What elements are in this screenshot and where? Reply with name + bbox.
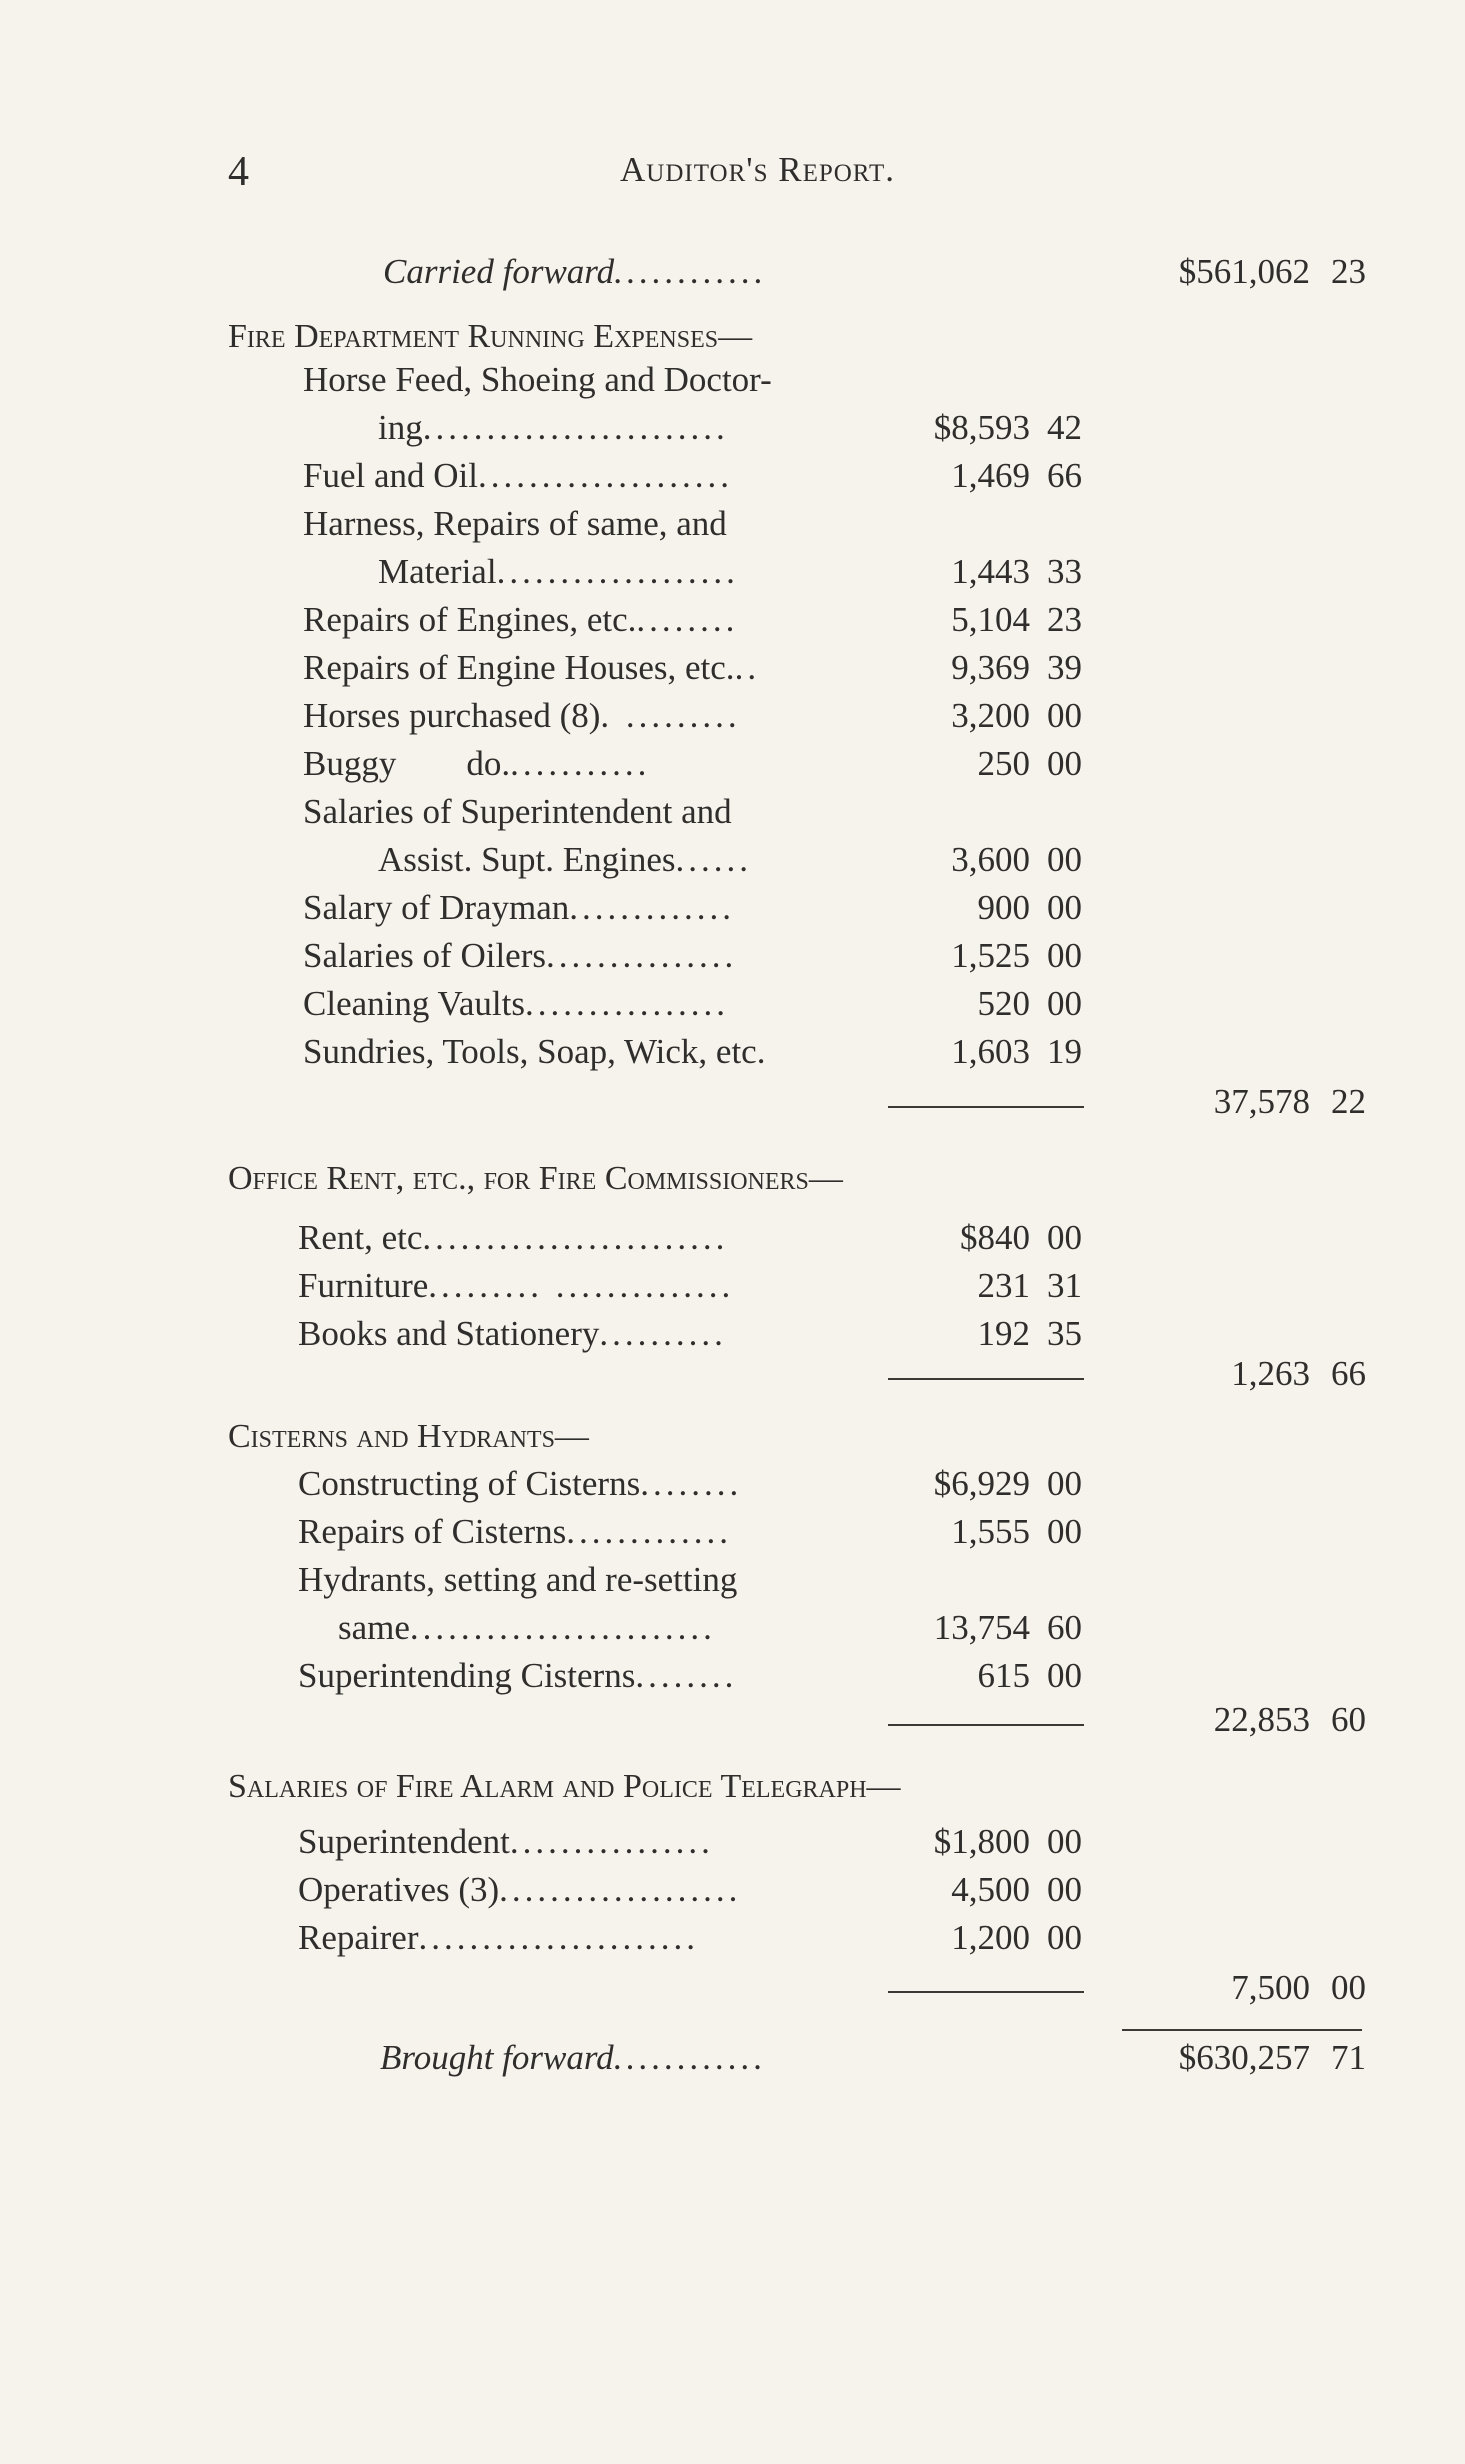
amount-dollars: $561,062	[1178, 252, 1310, 291]
leader-dots: ........................	[422, 1218, 729, 1257]
leader-dots: ......	[675, 840, 753, 879]
amount-dollars: 1,443	[951, 552, 1030, 591]
brought-forward-label	[380, 2038, 767, 2078]
leader-dots: ...............	[545, 936, 738, 975]
line-item	[303, 456, 733, 496]
subtotal-rule	[888, 1378, 1084, 1380]
line-item-amount	[880, 1918, 1082, 1958]
amount-dollars: 3,600	[951, 840, 1030, 879]
line-item-label: Hydrants, setting and re-setting	[298, 1560, 738, 1599]
leader-dots: ........	[636, 600, 739, 639]
leader-dots: ........	[640, 1464, 743, 1503]
line-item	[298, 1512, 732, 1552]
amount-cents: 35	[1047, 1314, 1082, 1353]
amount-cents: 23	[1331, 252, 1366, 291]
line-item-amount	[880, 888, 1082, 928]
line-item-label: Material	[378, 552, 497, 591]
amount-cents: 00	[1047, 1918, 1082, 1957]
line-item	[298, 1218, 728, 1258]
line-item-amount	[880, 600, 1082, 640]
amount-cents: 00	[1047, 1464, 1082, 1503]
line-item-label: Horses purchased (8)	[303, 696, 601, 735]
line-item	[303, 696, 741, 736]
line-item-label: same	[338, 1608, 410, 1647]
amount-dollars: 1,469	[951, 456, 1030, 495]
amount-cents: 71	[1331, 2038, 1366, 2077]
line-item-label: Salaries of Superintendent and	[303, 792, 732, 831]
line-item-label: Repairs of Cisterns	[298, 1512, 567, 1551]
cisterns-total	[1140, 1700, 1366, 1740]
amount-dollars: 1,555	[951, 1512, 1030, 1551]
line-item-label: Salary of Drayman	[303, 888, 570, 927]
total-dollars: 22,853	[1213, 1700, 1310, 1739]
leader-dots: . .........	[600, 696, 741, 735]
leader-dots: ...................	[496, 552, 739, 591]
carried-forward-label	[383, 252, 767, 292]
line-item-label: Superintending Cisterns	[298, 1656, 636, 1695]
line-item	[298, 1918, 699, 1958]
amount-dollars: 231	[977, 1266, 1030, 1305]
amount-dollars: 900	[977, 888, 1030, 927]
leader-dots: ....................	[477, 456, 733, 495]
total-cents: 22	[1331, 1082, 1366, 1121]
line-item	[303, 792, 732, 832]
office-heading: Office Rent, etc., for Fire Commissioners—	[228, 1160, 843, 1197]
amount-cents: 66	[1047, 456, 1082, 495]
line-item	[303, 504, 727, 544]
grand-total-rule	[1122, 2029, 1362, 2031]
line-item	[338, 1608, 716, 1648]
line-item-label: Repairs of Engines, etc.	[303, 600, 637, 639]
leader-dots: ........................	[409, 1608, 716, 1647]
line-item-label: Rent, etc	[298, 1218, 423, 1257]
line-item-label: Salaries of Oilers	[303, 936, 546, 975]
line-item-amount	[880, 1266, 1082, 1306]
line-item	[303, 1032, 765, 1072]
leader-dots: ...........	[510, 744, 651, 783]
amount-cents: 23	[1047, 600, 1082, 639]
line-item	[303, 600, 738, 640]
leader-dots: ........	[635, 1656, 738, 1695]
amount-dollars: $8,593	[933, 408, 1030, 447]
line-item	[298, 1656, 737, 1696]
amount-dollars: 1,603	[951, 1032, 1030, 1071]
line-item-label: Constructing of Cisterns	[298, 1464, 641, 1503]
amount-dollars: 1,200	[951, 1918, 1030, 1957]
line-item	[378, 408, 729, 448]
line-item-amount	[880, 840, 1082, 880]
line-item	[303, 888, 735, 928]
amount-cents: 00	[1047, 1218, 1082, 1257]
brought-forward-amount	[1140, 2038, 1366, 2078]
telegraph-heading: Salaries of Fire Alarm and Police Telegraph—	[228, 1768, 901, 1805]
line-item-label: Horse Feed, Shoeing and Doctor-	[303, 360, 772, 399]
carried-forward-text: Carried forward	[383, 252, 615, 291]
amount-cents: 60	[1047, 1608, 1082, 1647]
amount-cents: 00	[1047, 840, 1082, 879]
line-item-label: Repairs of Engine Houses, etc.	[303, 648, 735, 687]
line-item-amount	[880, 1032, 1082, 1072]
total-cents: 66	[1331, 1354, 1366, 1393]
amount-cents: 00	[1047, 1822, 1082, 1861]
line-item	[298, 1464, 742, 1504]
line-item-amount	[880, 1822, 1082, 1862]
line-item-amount	[880, 648, 1082, 688]
line-item	[378, 552, 739, 592]
amount-dollars: 13,754	[933, 1608, 1030, 1647]
line-item-amount	[880, 1656, 1082, 1696]
carried-forward-amount	[1140, 252, 1366, 292]
line-item-label: Buggy do.	[303, 744, 511, 783]
amount-cents: 42	[1047, 408, 1082, 447]
leader-dots: ..........	[599, 1314, 727, 1353]
line-item	[303, 648, 760, 688]
leader-dots: ................	[509, 1822, 714, 1861]
line-item	[303, 984, 729, 1024]
leader-dots: ............	[614, 252, 768, 291]
leader-dots: ......................	[418, 1918, 699, 1957]
amount-dollars: $840	[960, 1218, 1030, 1257]
subtotal-rule	[888, 1991, 1084, 1993]
page-title: Auditor's Report.	[620, 150, 895, 189]
line-item-label: Books and Stationery	[298, 1314, 600, 1353]
line-item-amount	[880, 552, 1082, 592]
line-item-label: Repairer	[298, 1918, 419, 1957]
amount-dollars: 1,525	[951, 936, 1030, 975]
brought-forward-text: Brought forward	[380, 2038, 614, 2077]
line-item-amount	[880, 1608, 1082, 1648]
amount-cents: 00	[1047, 1870, 1082, 1909]
line-item-amount	[880, 408, 1082, 448]
line-item-amount	[880, 1464, 1082, 1504]
amount-dollars: $6,929	[933, 1464, 1030, 1503]
amount-dollars: 3,200	[951, 696, 1030, 735]
line-item	[298, 1266, 734, 1306]
page-number: 4	[228, 149, 249, 195]
amount-cents: 31	[1047, 1266, 1082, 1305]
line-item-label: ing	[378, 408, 423, 447]
line-item-amount	[880, 1314, 1082, 1354]
line-item	[298, 1314, 727, 1354]
line-item-amount	[880, 456, 1082, 496]
amount-dollars: 615	[977, 1656, 1030, 1695]
amount-cents: 00	[1047, 696, 1082, 735]
amount-cents: 33	[1047, 552, 1082, 591]
amount-dollars: 250	[977, 744, 1030, 783]
office-total	[1140, 1354, 1366, 1394]
amount-dollars: 9,369	[951, 648, 1030, 687]
line-item-label: Sundries, Tools, Soap, Wick, etc.	[303, 1032, 766, 1071]
leader-dots: ...................	[499, 1870, 742, 1909]
line-item-amount	[880, 696, 1082, 736]
total-dollars: 1,263	[1231, 1354, 1310, 1393]
leader-dots: ................	[524, 984, 729, 1023]
total-dollars: 37,578	[1213, 1082, 1310, 1121]
cisterns-heading: Cisterns and Hydrants—	[228, 1418, 589, 1455]
total-cents: 60	[1331, 1700, 1366, 1739]
line-item	[378, 840, 752, 880]
amount-cents: 00	[1047, 744, 1082, 783]
fire-dept-total	[1140, 1082, 1366, 1122]
amount-cents: 39	[1047, 648, 1082, 687]
line-item	[303, 936, 737, 976]
line-item-label: Assist. Supt. Engines	[378, 840, 676, 879]
amount-cents: 19	[1047, 1032, 1082, 1071]
leader-dots: .............	[569, 888, 736, 927]
leader-dots: ............	[613, 2038, 767, 2077]
line-item	[298, 1870, 741, 1910]
line-item-label: Furniture	[298, 1266, 429, 1305]
amount-dollars: $1,800	[933, 1822, 1030, 1861]
line-item-amount	[880, 984, 1082, 1024]
line-item	[298, 1560, 737, 1600]
line-item	[303, 744, 650, 784]
subtotal-rule	[888, 1106, 1084, 1108]
total-dollars: 7,500	[1231, 1968, 1310, 2007]
subtotal-rule	[888, 1724, 1084, 1726]
amount-cents: 00	[1047, 936, 1082, 975]
line-item-amount	[880, 936, 1082, 976]
amount-dollars: 4,500	[951, 1870, 1030, 1909]
line-item-amount	[880, 744, 1082, 784]
line-item-amount	[880, 1870, 1082, 1910]
telegraph-total	[1140, 1968, 1366, 2008]
amount-cents: 00	[1047, 984, 1082, 1023]
line-item-label: Fuel and Oil	[303, 456, 478, 495]
total-cents: 00	[1331, 1968, 1366, 2007]
amount-cents: 00	[1047, 1656, 1082, 1695]
leader-dots: .............	[566, 1512, 733, 1551]
amount-cents: 00	[1047, 888, 1082, 927]
leader-dots: ..	[734, 648, 761, 687]
fire-dept-heading: Fire Department Running Expenses—	[228, 318, 753, 355]
amount-dollars: $630,257	[1178, 2038, 1310, 2077]
line-item-label: Cleaning Vaults	[303, 984, 525, 1023]
leader-dots: ........................	[422, 408, 729, 447]
amount-dollars: 5,104	[951, 600, 1030, 639]
line-item-amount	[880, 1218, 1082, 1258]
line-item-label: Operatives (3)	[298, 1870, 500, 1909]
line-item	[303, 360, 772, 400]
amount-cents: 00	[1047, 1512, 1082, 1551]
line-item-amount	[880, 1512, 1082, 1552]
line-item-label: Harness, Repairs of same, and	[303, 504, 727, 543]
line-item	[298, 1822, 714, 1862]
leader-dots: ......... ..............	[428, 1266, 735, 1305]
amount-dollars: 192	[977, 1314, 1030, 1353]
line-item-label: Superintendent	[298, 1822, 510, 1861]
amount-dollars: 520	[977, 984, 1030, 1023]
